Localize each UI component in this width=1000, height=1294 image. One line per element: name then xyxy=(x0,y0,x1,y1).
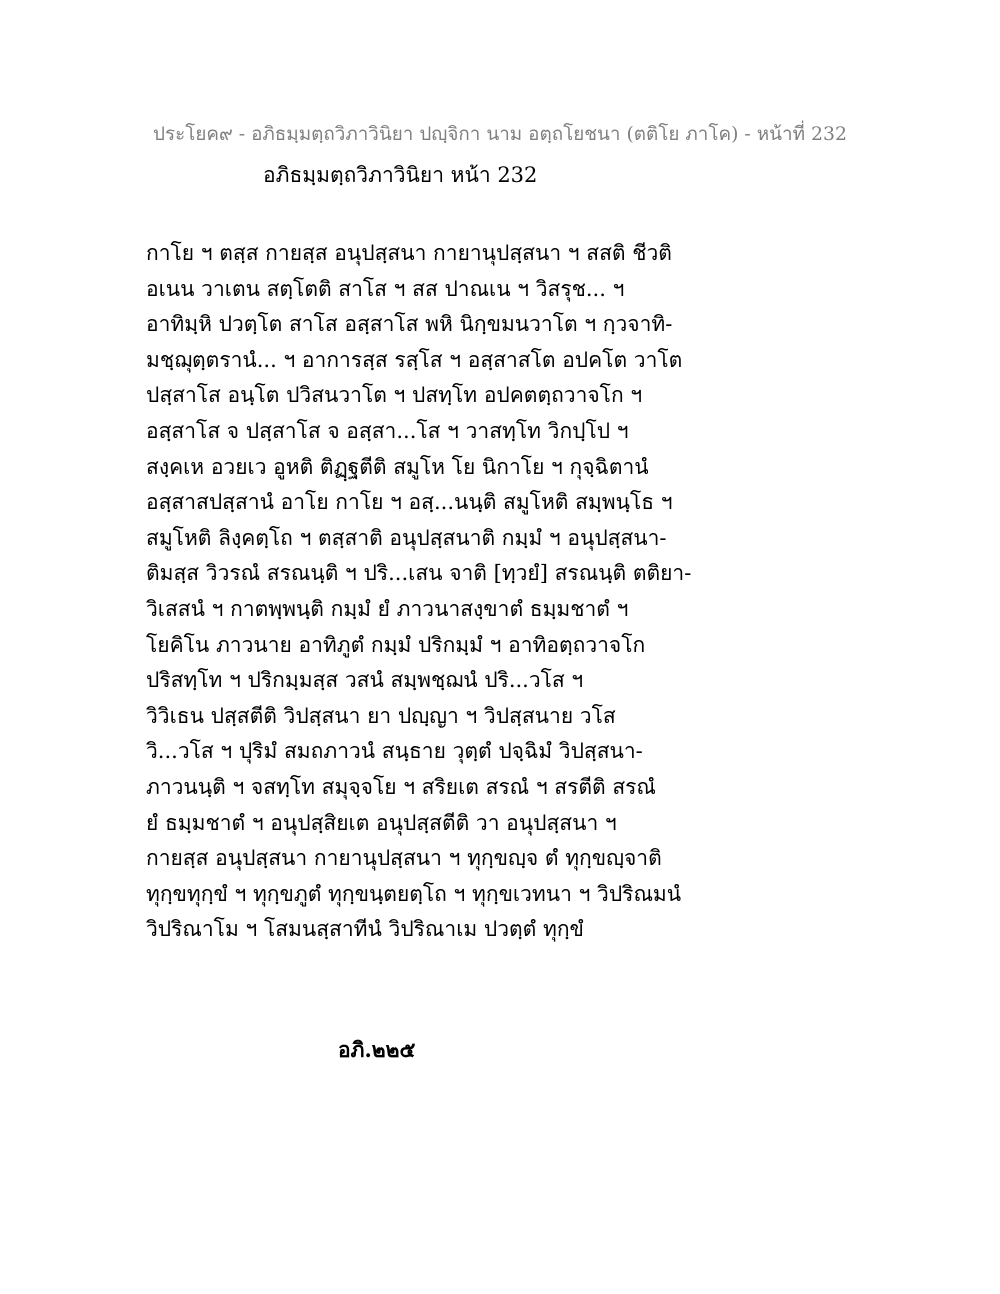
page-title: อภิธมฺมตฺถวิภาวินิยา หน้า 232 xyxy=(263,163,538,187)
text-line: วิวิเธน ปสฺสตีติ วิปสฺสนา ยา ปญฺญา ฯ วิปสฺสนาย วโส xyxy=(146,703,616,728)
text-line: ยํ ธมฺมชาตํ ฯ อนุปสฺสิยเต อนุปสฺสตีติ วา อนุปสฺสนา ฯ xyxy=(146,810,617,835)
text-line: กายสฺส อนุปสฺสนา กายานุปสฺสนา ฯ ทุกฺขญฺจ ตํ ทุกฺขญฺจาติ xyxy=(146,846,662,871)
text-line: วิ...วโส ฯ ปุริมํ สมถภาวนํ สนฺธาย วุตฺตํ ปจฺฉิมํ วิปสฺสนา- xyxy=(146,739,643,764)
footer-reference: อภิ.๒๒๕ xyxy=(338,1037,416,1062)
text-line: อสฺสาโส จ ปสฺสาโส จ อสฺสา...โส ฯ วาสทฺโท วิกปฺโป ฯ xyxy=(146,418,629,443)
text-line: โยคิโน ภาวนาย อาทิภูตํ กมฺมํ ปริกมฺมํ ฯ อาทิอตฺถวาจโก xyxy=(146,632,646,657)
text-line: กาโย ฯ ตสฺส กายสฺส อนุปสฺสนา กายานุปสฺสนา ฯ สสติ ชีวติ xyxy=(146,241,672,265)
text-line: ปริสทฺโท ฯ ปริกมฺมสฺส วสนํ สมฺพชฺฌนํ ปริ...วโส ฯ xyxy=(146,668,584,693)
text-line: อสฺสาสปสฺสานํ อาโย กาโย ฯ อสฺ...นนฺติ สมูโหติ สมฺพนฺโธ ฯ xyxy=(146,490,673,515)
running-header-text: ประโยค๙ - อภิธมฺมตฺถวิภาวินิยา ปญฺจิกา นาม อตฺถโยชนา (ตติโย ภาโค) - หน้าที่ 232 xyxy=(153,124,847,145)
text-line: ทุกฺขทุกฺขํ ฯ ทุกฺขภูตํ ทุกฺขนฺตยตฺโถ ฯ ทุกฺขเวทนา ฯ วิปริณมนํ xyxy=(146,881,682,906)
text-line: อเนน วาเตน สตฺโตติ สาโส ฯ สส ปาณเน ฯ วิสรุช... ฯ xyxy=(146,276,625,301)
text-line: สงฺคเห อวยเว อูหติ ติฏฺฐตีติ สมูโห โย นิกาโย ฯ กุจฺฉิตานํ xyxy=(146,454,649,479)
text-line: ติมสฺส วิวรณํ สรณนฺติ ฯ ปริ...เสน จาติ [ทฺวยํ] สรณนฺติ ตติยา- xyxy=(146,561,692,586)
text-line: ภาวนนฺติ ฯ จสทฺโท สมุจฺจโย ฯ สริยเต สรณํ ฯ สรตีติ สรณํ xyxy=(146,774,656,799)
text-line: มชฺฌุตฺตรานํ... ฯ อาการสฺส รสฺโส ฯ อสฺสาสโต อปคโต วาโต xyxy=(146,347,683,372)
text-line: วิปริณาโม ฯ โสมนสฺสาทีนํ วิปริณาเม ปวตฺตํ ทุกฺขํ xyxy=(146,917,584,942)
text-line: อาทิมฺหิ ปวตฺโต สาโส อสฺสาโส พหิ นิกฺขมนวาโต ฯ กฺวจาทิ- xyxy=(146,312,673,337)
text-line: สมูโหติ ลิงฺคตฺโถ ฯ ตสฺสาติ อนุปสฺสนาติ กมฺมํ ฯ อนุปสฺสนา- xyxy=(146,525,667,550)
body-text xyxy=(146,236,706,948)
text-line: ปสฺสาโส อนฺโต ปวิสนวาโต ฯ ปสทฺโท อปคตตฺถวาจโก ฯ xyxy=(146,383,643,408)
running-header xyxy=(0,122,1000,148)
text-line: วิเสสนํ ฯ กาตพฺพนฺติ กมฺมํ ยํ ภาวนาสงฺขาตํ ธมฺมชาตํ ฯ xyxy=(146,596,629,621)
